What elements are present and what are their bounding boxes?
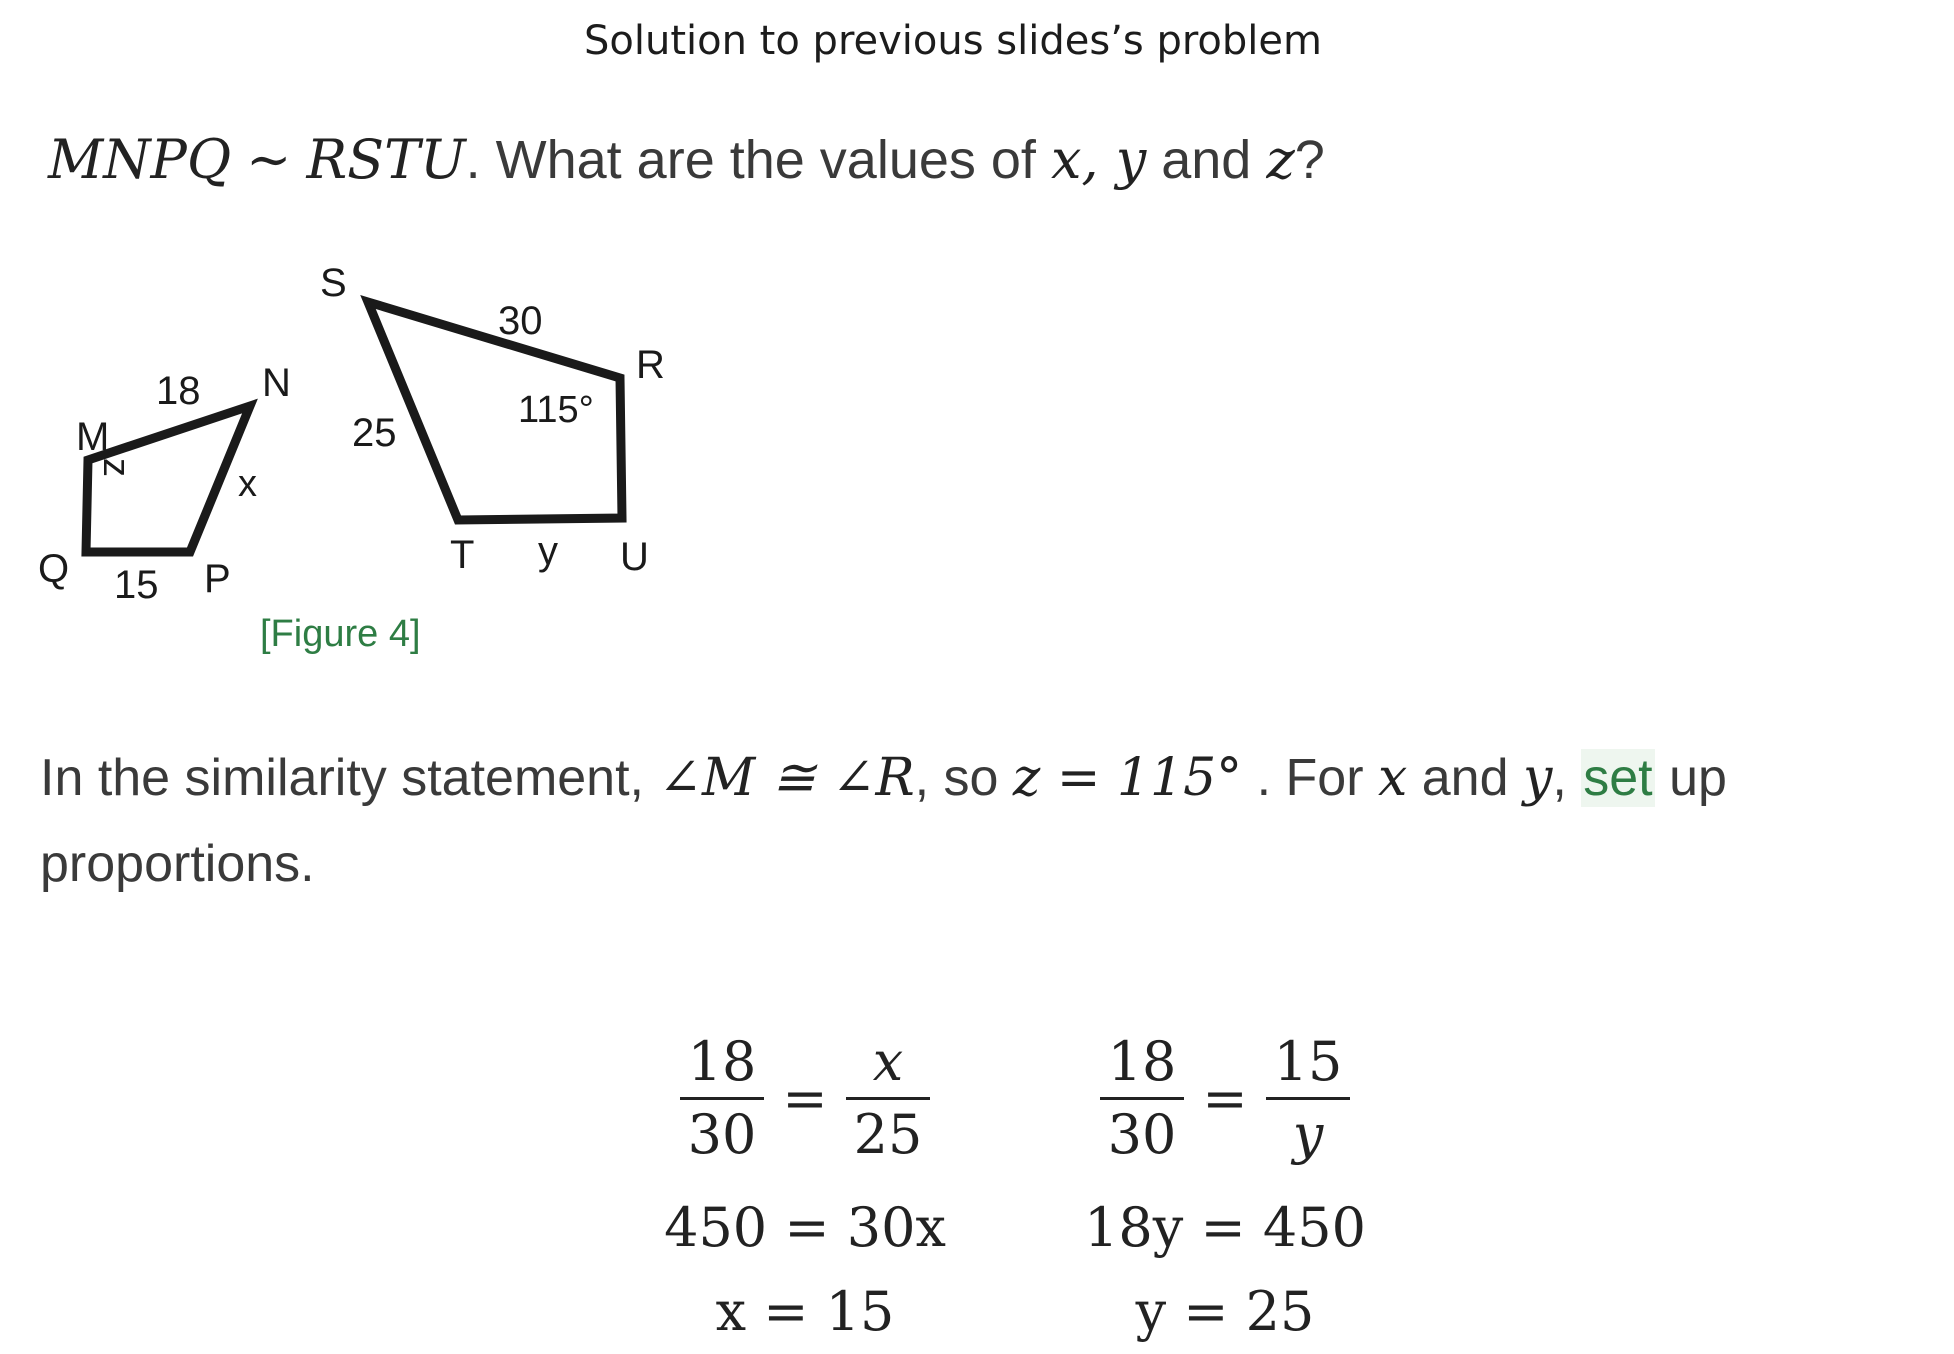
vertex-p: P bbox=[204, 557, 231, 601]
vertex-u: U bbox=[620, 535, 649, 579]
vertex-m: M bbox=[76, 415, 110, 459]
side-qp-label: 15 bbox=[114, 563, 159, 607]
explain-text-1: In the similarity statement, bbox=[40, 749, 659, 807]
fraction-x-25 bbox=[846, 1027, 931, 1170]
equals-sign: = bbox=[782, 1066, 828, 1130]
equation-result-x: x = 15 bbox=[715, 1280, 895, 1343]
angle-r-label: 115° bbox=[518, 389, 594, 431]
denominator: 25 bbox=[853, 1102, 923, 1166]
explanation-paragraph bbox=[40, 735, 1920, 907]
equals-sign: = bbox=[1202, 1066, 1248, 1130]
explain-text-3: . For bbox=[1242, 749, 1378, 807]
similar-symbol: ∼ bbox=[246, 128, 292, 191]
side-tu-label: y bbox=[538, 529, 558, 573]
side-np-label: x bbox=[238, 463, 257, 505]
denominator: y bbox=[1292, 1102, 1324, 1166]
z-value: z = 115° bbox=[1012, 748, 1243, 808]
numerator: 18 bbox=[687, 1029, 757, 1093]
quadrilateral-mnpq bbox=[86, 406, 250, 552]
equation-result-y: y = 25 bbox=[1135, 1280, 1315, 1343]
period: . bbox=[465, 130, 496, 190]
vars-xy: x, y bbox=[1050, 128, 1147, 191]
highlighted-word[interactable]: set bbox=[1583, 749, 1653, 807]
explain-text-6: up proportions. bbox=[40, 749, 1727, 893]
vertex-q: Q bbox=[38, 547, 70, 591]
proportion-y bbox=[1060, 1010, 1390, 1186]
vertex-r: R bbox=[636, 343, 665, 387]
quad-rstu: RSTU bbox=[306, 128, 466, 191]
explain-text-4: and bbox=[1407, 749, 1523, 807]
vertex-t: T bbox=[450, 533, 475, 577]
question-mark: ? bbox=[1294, 130, 1325, 190]
denominator: 30 bbox=[1107, 1102, 1177, 1166]
equation-block-x bbox=[640, 1010, 970, 1354]
var-y-inline: y bbox=[1522, 748, 1553, 808]
question-text: What are the values of bbox=[495, 130, 1051, 190]
fraction-18-30 bbox=[680, 1027, 765, 1170]
similar-quadrilaterals-diagram bbox=[30, 250, 690, 670]
figure-caption: [Figure 4] bbox=[260, 613, 421, 655]
quad-mnpq: MNPQ bbox=[48, 128, 232, 191]
side-st-label: 25 bbox=[352, 411, 397, 455]
figure-4 bbox=[30, 250, 690, 670]
equation-step-2: 18y = 450 bbox=[1084, 1196, 1366, 1259]
numerator: x bbox=[872, 1029, 904, 1093]
denominator: 30 bbox=[687, 1102, 757, 1166]
var-z: z bbox=[1266, 128, 1295, 191]
vertex-n: N bbox=[262, 361, 291, 405]
equation-step-2: 450 = 30x bbox=[664, 1196, 946, 1259]
var-x-inline: x bbox=[1377, 748, 1408, 808]
equation-block-y bbox=[1060, 1010, 1390, 1354]
vertex-s: S bbox=[320, 261, 347, 305]
slide-title: Solution to previous slides’s problem bbox=[584, 18, 1322, 64]
problem-statement bbox=[48, 128, 1325, 191]
and-text: and bbox=[1146, 130, 1267, 190]
fraction-15-y bbox=[1266, 1027, 1351, 1170]
fraction-18-30 bbox=[1100, 1027, 1185, 1170]
proportion-x bbox=[640, 1010, 970, 1186]
explain-text-5: , bbox=[1552, 749, 1582, 807]
side-mn-label: 18 bbox=[156, 369, 201, 413]
side-sr-label: 30 bbox=[498, 299, 543, 343]
angle-congruence: ∠M ≅ ∠R bbox=[658, 748, 915, 808]
numerator: 18 bbox=[1107, 1029, 1177, 1093]
numerator: 15 bbox=[1273, 1029, 1343, 1093]
explain-text-2: , so bbox=[914, 749, 1013, 807]
angle-m-label: z bbox=[95, 458, 137, 477]
